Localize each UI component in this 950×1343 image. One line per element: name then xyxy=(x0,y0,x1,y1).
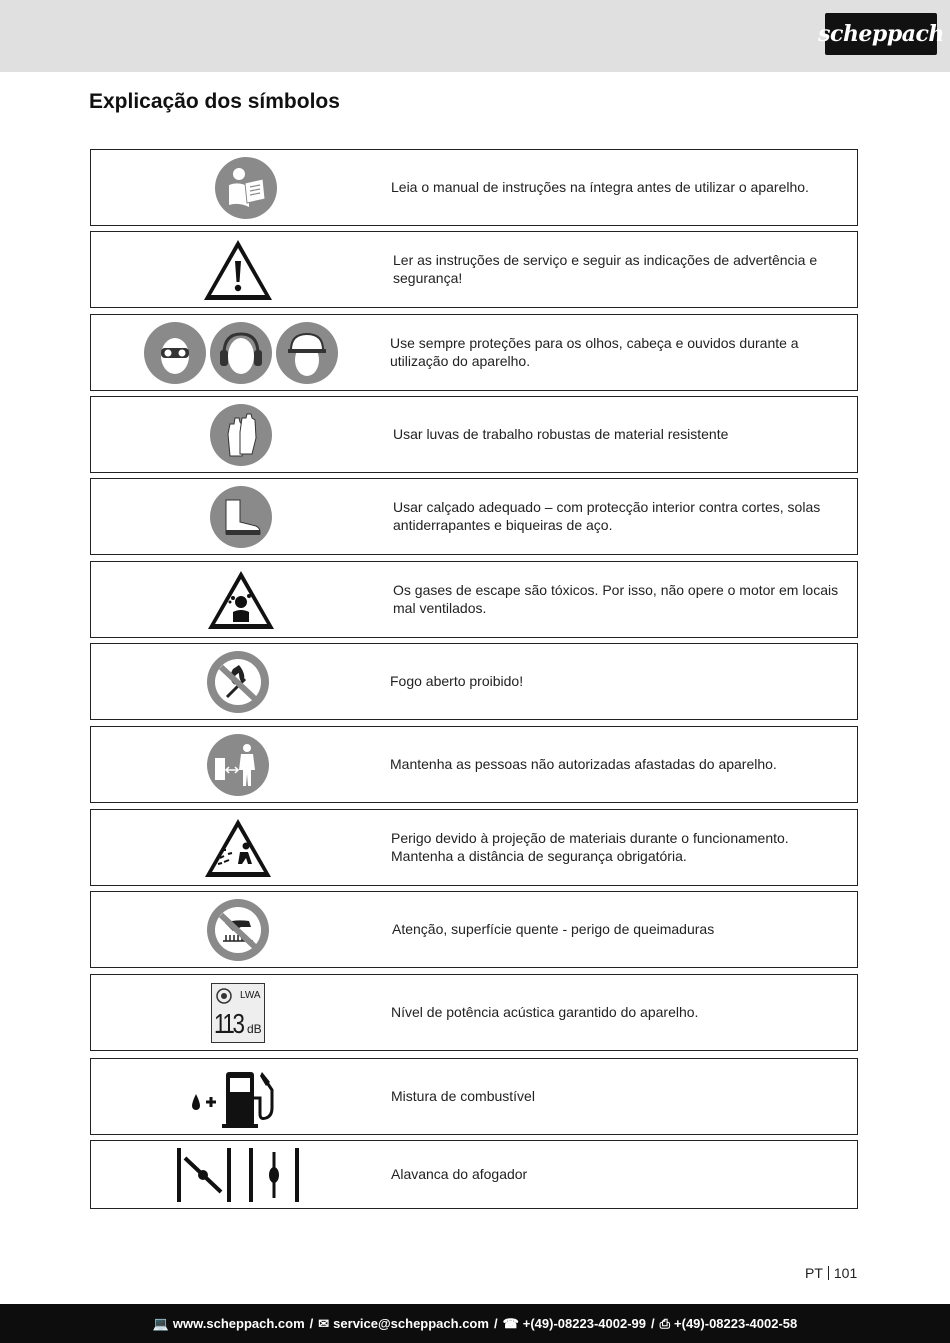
symbol-row xyxy=(90,891,858,968)
head-protection-icon xyxy=(276,322,338,384)
gloves-icon xyxy=(210,404,272,466)
eye-protection-icon xyxy=(144,322,206,384)
symbol-row xyxy=(90,1140,858,1209)
speaker-icon xyxy=(215,987,233,1005)
mail-icon: ✉ xyxy=(318,1315,330,1331)
keep-distance-icon xyxy=(207,734,269,796)
no-open-flame-icon xyxy=(205,649,271,715)
symbol-description: Use sempre proteções para os olhos, cabeça e ouvidos durante a utilização do aparelho. xyxy=(390,335,799,369)
page-title: Explicação dos símbolos xyxy=(89,90,340,113)
hot-surface-icon xyxy=(205,897,271,963)
footer-separator: / xyxy=(309,1316,314,1331)
symbol-row xyxy=(90,478,858,555)
sound-power-icon xyxy=(211,983,265,1043)
safety-boots-icon xyxy=(210,486,272,548)
symbol-row xyxy=(90,1058,858,1135)
footer-fax: +(49)-08223-4002-58 xyxy=(674,1316,798,1331)
brand-logo: scheppach xyxy=(825,13,937,55)
symbol-description: Leia o manual de instruções na íntegra antes de utilizar o aparelho. xyxy=(391,178,809,195)
footer-separator: / xyxy=(651,1316,655,1331)
footer-email[interactable]: service@scheppach.com xyxy=(333,1316,489,1331)
symbol-description: Os gases de escape são tóxicos. Por isso, não opere o motor em locais mal ventilados. xyxy=(393,582,839,616)
symbol-row xyxy=(90,643,858,720)
symbol-description: Nível de potência acústica garantido do aparelho. xyxy=(391,1003,699,1020)
symbol-description: Fogo aberto proibido! xyxy=(390,672,524,689)
lwa-label: LWA xyxy=(240,989,261,1001)
lwa-unit: dB xyxy=(247,1021,262,1036)
phone-icon: ☎ xyxy=(502,1315,519,1331)
footer-phone: +(49)-08223-4002-99 xyxy=(522,1316,646,1331)
footer-contact xyxy=(0,1304,950,1343)
symbol-row xyxy=(90,726,858,803)
header-band xyxy=(0,0,950,72)
protection-eyes-ears-head-icon xyxy=(91,315,391,390)
choke-lever-icon xyxy=(173,1146,303,1204)
symbol-description: Usar luvas de trabalho robustas de material resistente xyxy=(393,425,729,442)
symbol-row xyxy=(90,974,858,1051)
symbol-description: Mistura de combustível xyxy=(391,1087,535,1104)
page-number-value: 101 xyxy=(833,1265,858,1281)
lwa-value: 113 xyxy=(214,1007,243,1039)
symbol-row xyxy=(90,561,858,638)
symbol-description: Usar calçado adequado – com protecção interior contra cortes, solas antiderrapantes e biqueiras de aço. xyxy=(393,499,821,533)
computer-icon: 💻 xyxy=(152,1315,169,1331)
page-language: PT xyxy=(805,1265,823,1281)
symbol-row xyxy=(90,809,858,886)
warning-triangle-icon xyxy=(201,237,275,303)
symbol-description: Ler as instruções de serviço e seguir as indicações de advertência e segurança! xyxy=(393,252,818,286)
flying-debris-icon xyxy=(202,816,274,880)
symbol-row xyxy=(90,231,858,308)
page-number xyxy=(805,1265,857,1281)
symbol-row xyxy=(90,149,858,226)
ear-protection-icon xyxy=(210,322,272,384)
fuel-mixture-icon xyxy=(188,1064,288,1130)
symbol-row xyxy=(90,314,858,391)
symbol-description: Atenção, superfície quente - perigo de queimaduras xyxy=(392,920,715,937)
symbol-description: Perigo devido à projeção de materiais durante o funcionamento. Mantenha a distância de segurança obrigatória. xyxy=(391,830,789,864)
symbol-description: Mantenha as pessoas não autorizadas afastadas do aparelho. xyxy=(390,755,777,772)
fax-icon: ⎙ xyxy=(659,1315,671,1331)
symbol-row xyxy=(90,396,858,473)
read-manual-icon xyxy=(215,157,277,219)
footer-separator: / xyxy=(493,1316,498,1331)
toxic-fumes-icon xyxy=(205,568,277,632)
symbol-description: Alavanca do afogador xyxy=(391,1165,528,1182)
footer-web[interactable]: www.scheppach.com xyxy=(172,1316,305,1331)
